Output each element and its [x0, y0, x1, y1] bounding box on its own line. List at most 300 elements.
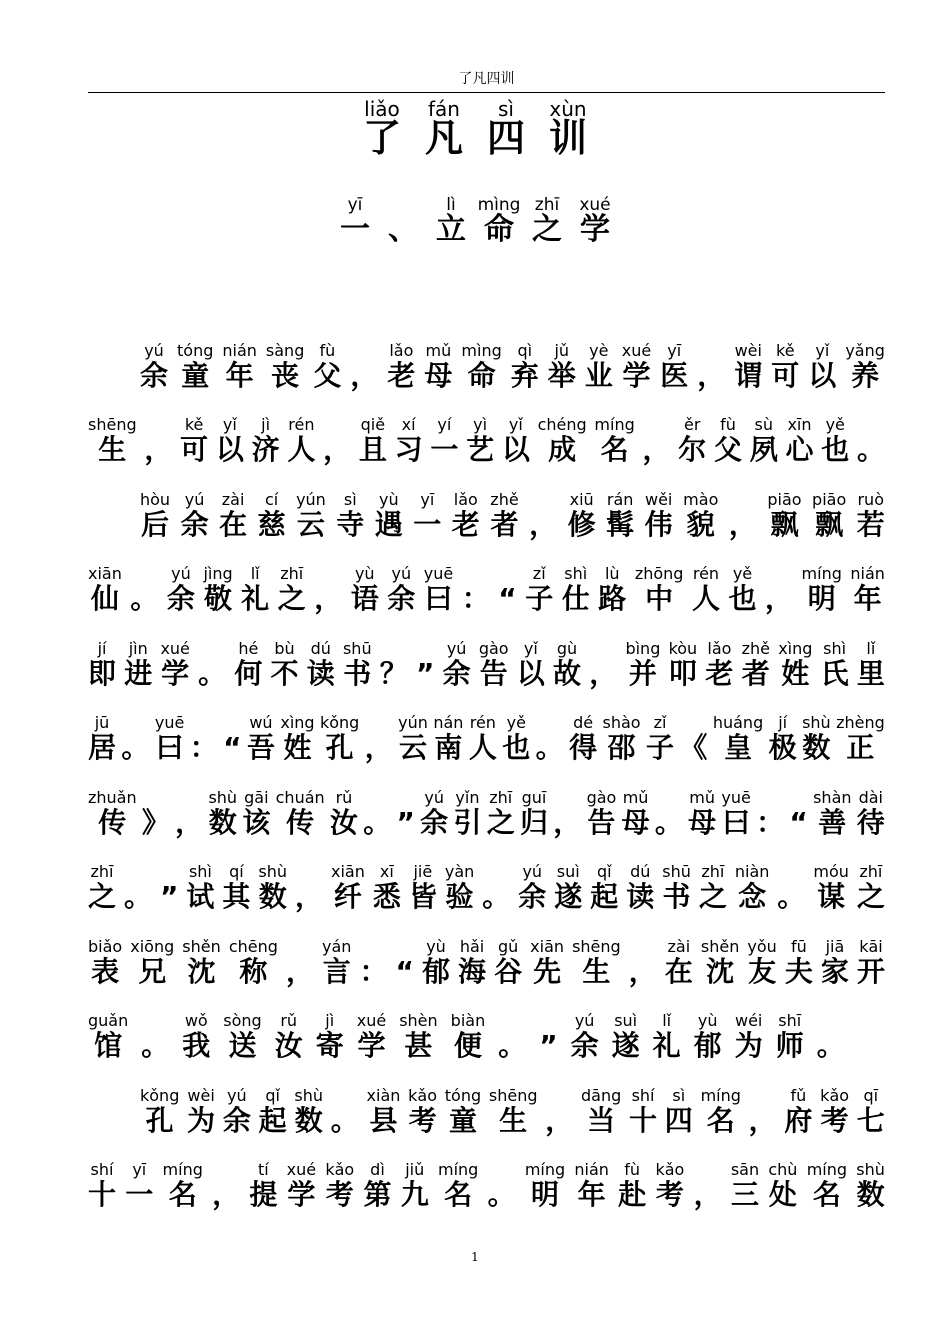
hanzi: 先	[533, 954, 562, 988]
pinyin: xiōng	[130, 936, 175, 956]
pinyin: rén	[692, 564, 720, 583]
hanzi: 人	[691, 582, 720, 615]
ruby-character	[520, 789, 548, 840]
pinyin: míng	[594, 415, 635, 434]
hanzi: 母	[621, 805, 650, 839]
ruby-character	[699, 863, 727, 914]
ruby-character	[271, 640, 299, 691]
pinyin: shū	[342, 638, 372, 658]
punctuation-mark	[416, 640, 434, 691]
hanzi: 老	[387, 358, 416, 392]
ruby-character	[714, 416, 742, 467]
hanzi: 汝	[274, 1029, 303, 1062]
ruby-character	[451, 1012, 486, 1063]
ruby-character	[728, 565, 756, 616]
pinyin: yán	[322, 936, 352, 956]
hanzi: 余	[570, 1029, 599, 1062]
pinyin: rén	[469, 713, 496, 732]
ruby-character	[395, 416, 423, 467]
ruby-character	[387, 565, 415, 616]
hanzi: 纤	[333, 880, 362, 913]
pinyin: zhōng	[634, 564, 684, 583]
section-heading-ruby-row	[0, 196, 950, 246]
ruby-character	[735, 1012, 763, 1063]
ruby-character	[375, 491, 403, 542]
pinyin: fū	[790, 936, 807, 956]
hanzi: 髯	[606, 507, 635, 541]
hanzi: 礼	[652, 1029, 681, 1062]
pinyin: sì	[672, 1085, 686, 1105]
punctuation-mark	[629, 938, 657, 989]
hanzi: 养	[851, 358, 880, 392]
hanzi: 子	[646, 731, 675, 764]
pinyin: zài	[221, 489, 245, 509]
hanzi: 命	[467, 358, 496, 392]
ruby-character	[527, 196, 567, 246]
ruby-character	[734, 342, 762, 393]
hanzi: 云	[296, 507, 325, 541]
pinyin: yú	[424, 787, 444, 807]
hanzi: 沈	[706, 954, 735, 988]
hanzi: ，	[323, 433, 352, 466]
pinyin: shū	[662, 862, 691, 881]
pinyin: dé	[573, 713, 594, 732]
ruby-character	[857, 863, 885, 914]
pinyin: kǒng	[319, 713, 360, 732]
pinyin: xùn	[549, 97, 587, 121]
hanzi: 起	[258, 1103, 287, 1137]
punctuation-mark	[223, 714, 241, 765]
ruby-character	[409, 863, 437, 914]
ruby-character	[182, 938, 220, 989]
pinyin: yě	[506, 713, 526, 732]
ruby-character	[424, 97, 463, 160]
pinyin: gǔ	[497, 936, 519, 956]
pinyin: shí	[90, 1160, 114, 1179]
hanzi: 三	[730, 1178, 759, 1211]
pinyin: zhě	[490, 489, 519, 509]
ruby-character	[466, 416, 494, 467]
punctuation-mark	[679, 714, 707, 765]
text-line	[88, 393, 885, 468]
pinyin: kǎo	[325, 1160, 355, 1179]
pinyin: hòu	[140, 489, 171, 509]
hanzi: 。	[487, 1178, 516, 1211]
pinyin: ruò	[857, 489, 884, 509]
ruby-character	[612, 1012, 640, 1063]
hanzi: 父	[713, 433, 742, 466]
pinyin: yú	[574, 1011, 595, 1030]
pinyin: zhī	[280, 564, 304, 583]
pinyin: yǒu	[747, 936, 777, 956]
ruby-character	[784, 1087, 812, 1138]
pinyin: yù	[426, 936, 446, 956]
ruby-character	[430, 416, 458, 467]
punctuation-mark	[144, 416, 172, 467]
pinyin: gào	[586, 787, 617, 807]
ruby-character	[88, 1161, 116, 1212]
hanzi: 。	[141, 1029, 170, 1062]
pinyin: kǎo	[655, 1160, 685, 1179]
hanzi: 家	[820, 954, 849, 988]
ruby-character	[88, 565, 122, 616]
hanzi: ，	[628, 954, 657, 988]
ruby-character	[336, 491, 364, 542]
hanzi: 名	[706, 1103, 735, 1137]
pinyin: kě	[184, 415, 204, 434]
ruby-character	[802, 565, 842, 616]
hanzi: 海	[458, 954, 487, 988]
pinyin: xué	[160, 638, 190, 658]
ruby-character	[554, 863, 582, 914]
ruby-character	[296, 491, 326, 542]
hanzi: 称	[239, 954, 268, 988]
hanzi: ，	[314, 582, 343, 615]
pinyin: dú	[630, 862, 651, 881]
hanzi: 遂	[554, 880, 583, 913]
hanzi: 验	[445, 880, 474, 913]
ruby-character	[320, 714, 359, 765]
ruby-character	[216, 416, 244, 467]
pinyin: fán	[428, 97, 460, 121]
hanzi: 心	[785, 433, 814, 466]
pinyin: qǐ	[596, 862, 612, 881]
pinyin: dì	[370, 1160, 385, 1179]
pinyin: qǐ	[265, 1085, 280, 1105]
hanzi: “	[498, 582, 517, 615]
ruby-character	[821, 938, 849, 989]
ruby-character	[88, 416, 137, 467]
punctuation-mark	[380, 640, 408, 691]
punctuation-mark	[488, 1161, 516, 1212]
pinyin: xué	[621, 340, 652, 360]
pinyin: xué	[579, 195, 611, 215]
pinyin: guī	[521, 787, 547, 807]
ruby-character	[177, 342, 213, 393]
hanzi: 读	[306, 656, 335, 690]
pinyin: yuē	[721, 787, 751, 807]
ruby-character	[776, 1012, 804, 1063]
punctuation-mark	[396, 789, 414, 840]
ruby-character	[665, 1087, 693, 1138]
hanzi: 里	[856, 656, 885, 690]
ruby-character	[606, 491, 634, 542]
hanzi: ：	[189, 731, 218, 764]
pinyin: nián	[222, 340, 257, 360]
hanzi: 立	[436, 212, 466, 247]
ruby-character	[181, 491, 209, 542]
hanzi: 之	[532, 212, 562, 247]
hanzi: 郁	[421, 954, 450, 988]
ruby-character	[88, 1012, 128, 1063]
hanzi: 若	[856, 507, 885, 541]
page-number: 1	[471, 1250, 479, 1264]
pinyin: chéng	[537, 415, 587, 434]
pinyin: wéi	[735, 1011, 763, 1030]
punctuation-mark	[498, 1012, 526, 1063]
punctuation-mark	[817, 1012, 845, 1063]
punctuation-mark	[130, 565, 158, 616]
text-line	[88, 914, 885, 989]
text-line	[88, 989, 885, 1064]
pinyin: xī	[379, 862, 394, 881]
ruby-character	[502, 416, 530, 467]
ruby-character	[629, 1087, 657, 1138]
hanzi: 进	[124, 656, 153, 690]
pinyin: wú	[249, 713, 273, 732]
pinyin: jìng	[203, 564, 233, 583]
pinyin: shěn	[182, 936, 221, 956]
pinyin: shào	[602, 713, 641, 732]
hanzi: 明	[530, 1178, 559, 1211]
hanzi: 第	[363, 1178, 392, 1211]
pinyin: kòu	[668, 638, 698, 658]
pinyin: yú	[227, 1085, 247, 1105]
pinyin: lǐ	[250, 564, 260, 583]
pinyin: shù	[208, 787, 238, 807]
hanzi: 弃	[510, 358, 539, 392]
ruby-character	[124, 640, 152, 691]
running-header	[88, 70, 885, 93]
pinyin: guǎn	[88, 1011, 129, 1030]
hanzi: 老	[451, 507, 480, 541]
hanzi: 也	[821, 433, 850, 466]
pinyin: fù	[720, 415, 736, 434]
ruby-character	[399, 1012, 437, 1063]
ruby-character	[778, 640, 812, 691]
hanzi: 父	[313, 358, 342, 392]
hanzi: 曰	[722, 805, 751, 839]
hanzi: 引	[453, 805, 482, 839]
pinyin: yí	[437, 415, 452, 434]
pinyin: shì	[188, 862, 212, 881]
pinyin: zhī	[701, 862, 725, 881]
pinyin: chù	[768, 1160, 798, 1179]
hanzi: 待	[856, 805, 885, 839]
ruby-character	[182, 1012, 210, 1063]
ruby-character	[413, 491, 441, 542]
hanzi: ，	[364, 731, 393, 764]
pinyin: sì	[343, 489, 357, 509]
ruby-character	[518, 863, 546, 914]
ruby-character	[785, 938, 813, 989]
ruby-character	[140, 491, 170, 542]
running-header-title: 了凡四训	[458, 71, 515, 87]
pinyin: nán	[433, 713, 464, 732]
pinyin: shàn	[813, 787, 852, 807]
hanzi: 生	[499, 1103, 528, 1137]
ruby-character	[646, 714, 674, 765]
ruby-character	[538, 416, 587, 467]
punctuation-mark	[462, 565, 490, 616]
ruby-character	[669, 640, 698, 691]
hanzi: 人	[287, 433, 316, 466]
ruby-character	[357, 1012, 386, 1063]
ruby-character	[653, 1012, 681, 1063]
hanzi: 学	[287, 1178, 316, 1211]
pinyin: yě	[825, 415, 845, 434]
hanzi: 得	[569, 731, 598, 764]
punctuation-mark	[857, 416, 885, 467]
hanzi: 数	[258, 880, 287, 913]
pinyin: rén	[288, 415, 315, 434]
hanzi: 名	[444, 1178, 473, 1211]
hanzi: 之	[277, 582, 306, 615]
punctuation-mark	[498, 565, 516, 616]
ruby-character	[821, 640, 849, 691]
pinyin: yù	[697, 1011, 718, 1030]
punctuation-mark	[529, 491, 557, 542]
ruby-character	[278, 565, 306, 616]
ruby-character	[313, 342, 341, 393]
hanzi: 传	[286, 805, 315, 839]
ruby-character	[553, 640, 581, 691]
pinyin: lǎo	[389, 340, 414, 360]
ruby-character	[857, 938, 885, 989]
hanzi: 。	[363, 805, 392, 839]
hanzi: 在	[219, 507, 248, 541]
ruby-character	[750, 416, 778, 467]
punctuation-mark	[545, 1087, 573, 1138]
pinyin: xiān	[331, 862, 365, 881]
pinyin: xiū	[569, 489, 594, 509]
hanzi: 兄	[138, 954, 167, 988]
ruby-character	[562, 565, 590, 616]
pinyin: zhī	[534, 195, 560, 215]
hanzi: 念	[738, 880, 767, 913]
hanzi: 孔	[145, 1103, 174, 1137]
hanzi: 寺	[336, 507, 365, 541]
body-text	[88, 318, 885, 1212]
punctuation-mark	[749, 1087, 777, 1138]
ruby-character	[568, 491, 596, 542]
hanzi: 谓	[734, 358, 763, 392]
pinyin: shèn	[399, 1011, 438, 1030]
hanzi: 归	[520, 805, 549, 839]
pinyin: chēng	[228, 936, 278, 956]
ruby-character	[140, 1087, 179, 1138]
pinyin: zǐ	[532, 564, 546, 583]
ruby-character	[222, 342, 257, 393]
hanzi: 姓	[781, 656, 810, 690]
ruby-character	[857, 491, 885, 542]
ruby-character	[768, 1161, 797, 1212]
pinyin: yù	[379, 489, 399, 509]
hanzi: 故	[553, 656, 582, 690]
hanzi: 人	[468, 731, 497, 764]
punctuation-mark	[359, 938, 387, 989]
pinyin: yú	[446, 638, 467, 658]
hanzi: 当	[587, 1103, 616, 1137]
hanzi: 善	[818, 805, 847, 839]
hanzi: 即	[88, 656, 117, 690]
pinyin: jìn	[128, 638, 148, 658]
pinyin: suì	[556, 862, 580, 881]
ruby-character	[525, 1161, 565, 1212]
hanzi: 该	[242, 805, 271, 839]
hanzi: 医	[660, 358, 689, 392]
pinyin: lǎo	[707, 638, 732, 658]
hanzi: 叩	[668, 656, 697, 690]
ruby-character	[683, 491, 718, 542]
pinyin: xué	[286, 1160, 317, 1179]
pinyin: shēng	[572, 936, 621, 956]
ruby-character	[548, 342, 576, 393]
pinyin: xiān	[88, 564, 122, 583]
ruby-character	[857, 789, 885, 840]
hanzi: 。	[130, 582, 159, 615]
hanzi: 者	[490, 507, 519, 541]
hanzi: 仕	[561, 582, 590, 615]
pinyin: gù	[556, 638, 578, 658]
pinyin: ěr	[684, 415, 701, 434]
ruby-character	[335, 196, 375, 246]
pinyin: jì	[261, 415, 271, 434]
ruby-character	[587, 789, 617, 840]
hanzi: 。	[777, 880, 806, 913]
pinyin: lì	[446, 195, 456, 215]
hanzi: 考	[655, 1178, 684, 1211]
punctuation-mark	[589, 640, 617, 691]
pinyin: fǔ	[790, 1085, 807, 1105]
ruby-character	[850, 565, 885, 616]
ruby-character	[452, 491, 480, 542]
ruby-character	[401, 1161, 429, 1212]
hanzi: 。	[856, 433, 885, 466]
ruby-character	[678, 416, 706, 467]
ruby-character	[259, 1087, 287, 1138]
pinyin: yú	[184, 489, 205, 509]
pinyin: shī	[778, 1011, 802, 1030]
ruby-character	[487, 789, 515, 840]
pinyin: jiā	[825, 936, 845, 956]
hanzi: 之	[698, 880, 727, 913]
ruby-character	[88, 863, 116, 914]
text-line	[88, 467, 885, 542]
pinyin: biàn	[450, 1011, 486, 1030]
pinyin: zhuǎn	[88, 787, 137, 807]
hanzi: ：	[461, 582, 490, 615]
ruby-character	[88, 640, 116, 691]
hanzi: 。	[482, 880, 511, 913]
pinyin: yàn	[444, 862, 475, 881]
pinyin: yǐ	[523, 638, 538, 658]
hanzi: 谷	[494, 954, 523, 988]
hanzi: 夫	[784, 954, 813, 988]
hanzi: 赴	[618, 1178, 647, 1211]
punctuation-mark	[655, 789, 683, 840]
pinyin: kǎo	[820, 1085, 850, 1105]
punctuation-mark	[756, 789, 784, 840]
hanzi: 皇	[724, 731, 753, 764]
hanzi: 之	[88, 880, 117, 913]
punctuation-mark	[212, 1161, 240, 1212]
hanzi: 读	[626, 880, 655, 913]
pinyin: chuán	[275, 787, 325, 807]
ruby-character	[140, 342, 168, 393]
pinyin: shì	[823, 638, 847, 658]
ruby-character	[511, 342, 539, 393]
hanzi: ，	[642, 433, 671, 466]
hanzi: 一	[430, 433, 459, 466]
pinyin: shù	[802, 713, 831, 732]
ruby-character	[322, 938, 351, 989]
pinyin: míng	[437, 1160, 479, 1179]
punctuation-mark	[694, 1161, 722, 1212]
hanzi: 汝	[329, 805, 358, 839]
pinyin: dāng	[581, 1085, 622, 1105]
hanzi: 姓	[283, 731, 312, 764]
